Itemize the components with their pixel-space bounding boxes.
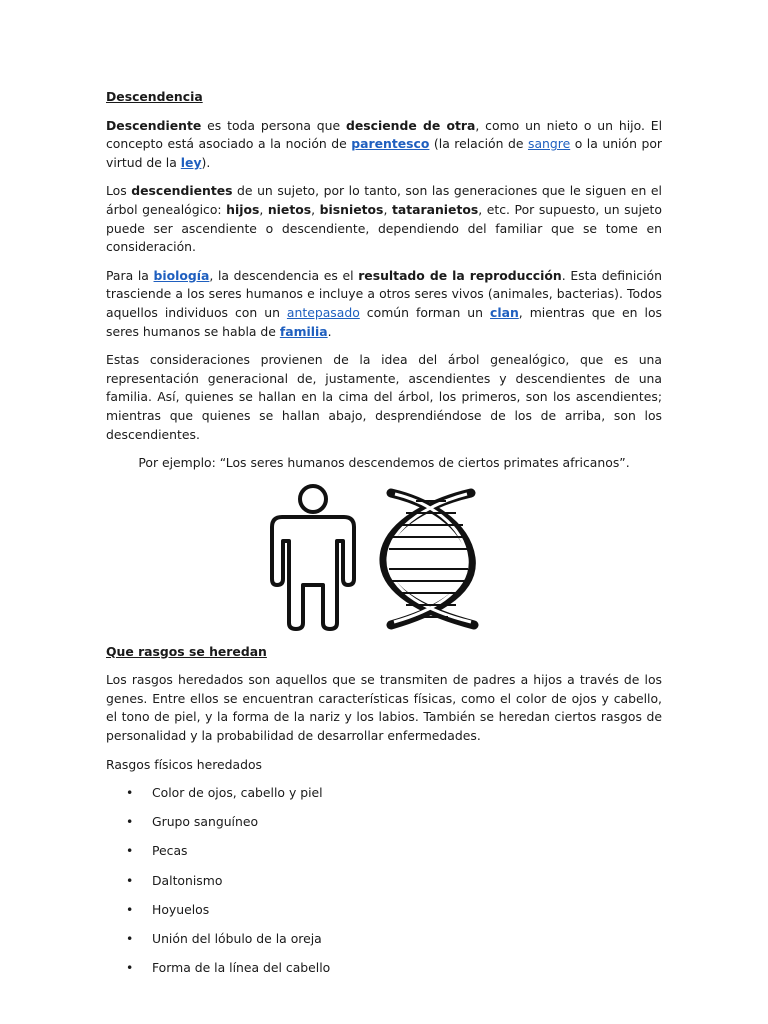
list-item: • Grupo sanguíneo xyxy=(106,813,662,832)
bullet-icon: • xyxy=(126,901,134,917)
paragraph-descendiente: Descendiente es toda persona que desciende de otra, como un nieto o un hijo. El concepto está asociado a la noción de parentesco (la relación de sangre o la unión por virtud de la ley). xyxy=(106,117,663,170)
list-item: • Hoyuelos xyxy=(106,901,662,920)
link-familia[interactable]: familia xyxy=(279,323,328,339)
example-quote: Por ejemplo: “Los seres humanos descendemos de ciertos primates africanos”. xyxy=(138,455,630,471)
link-clan[interactable]: clan xyxy=(490,304,519,320)
paragraph-descendientes: Los descendientes de un sujeto, por lo tanto, son las generaciones que le siguen en el árbol genealógico: hijos, nietos, bisnietos, tataranietos, etc. Por supuesto, un sujeto puede ser ascendiente o descendiente, dependiendo del familiar que se tome en consideración. xyxy=(106,183,662,255)
link-parentesco[interactable]: parentesco xyxy=(351,136,430,152)
paragraph-biologia: Para la biología, la descendencia es el resultado de la reproducción. Esta definición trasciende a los seres humanos e incluye a otros seres vivos (animales, bacterias). Todos aquellos individuos con un antepasado común forman un clan, mientras que en los seres humanos se habla de familia. xyxy=(106,267,662,339)
link-sangre[interactable]: sangre xyxy=(527,136,571,152)
section-title-rasgos: Que rasgos se heredan xyxy=(106,643,267,659)
human-figure-icon xyxy=(272,486,354,629)
link-antepasado[interactable]: antepasado xyxy=(286,304,360,320)
link-biologia[interactable]: biología xyxy=(153,267,210,283)
dna-helix-icon xyxy=(384,493,474,625)
list-item: • Pecas xyxy=(106,842,662,861)
list-item: • Unión del lóbulo de la oreja xyxy=(106,930,662,949)
bullet-icon: • xyxy=(126,785,134,801)
list-item: • Daltonismo xyxy=(106,872,662,891)
bullet-icon: • xyxy=(126,843,134,859)
bullet-icon: • xyxy=(126,814,134,830)
rasgos-list xyxy=(106,784,662,978)
section-title-descendencia: Descendencia xyxy=(106,89,203,104)
subtitle-rasgos-fisicos: Rasgos físicos heredados xyxy=(106,756,262,772)
paragraph-arbol-genealogico: Estas consideraciones provienen de la idea del árbol genealógico, que es una representación generacional de, justamente, ascendientes y descendientes de una familia. Así, quienes se hallan en la cima del árbol, los primeros, son los ascendientes; mientras que quienes se hallan abajo, desprendiéndose de los de arriba, son los descendientes. xyxy=(106,352,662,442)
link-ley[interactable]: ley xyxy=(180,154,202,170)
bullet-icon: • xyxy=(126,959,134,975)
bullet-icon: • xyxy=(126,872,134,888)
list-item: • Forma de la línea del cabello xyxy=(106,959,662,978)
bullet-icon: • xyxy=(126,930,134,946)
paragraph-rasgos-heredados: Los rasgos heredados son aquellos que se transmiten de padres a hijos a través de los genes. Entre ellos se encuentran características físicas, como el color de ojos y cabello, el tono de piel, y la forma de la nariz y los labios. También se heredan ciertos rasgos de personalidad y la probabilidad de desarrollar enfermedades. xyxy=(106,672,662,744)
human-dna-illustration xyxy=(266,483,506,633)
document-page xyxy=(106,88,662,988)
list-item: • Color de ojos, cabello y piel xyxy=(106,784,662,803)
